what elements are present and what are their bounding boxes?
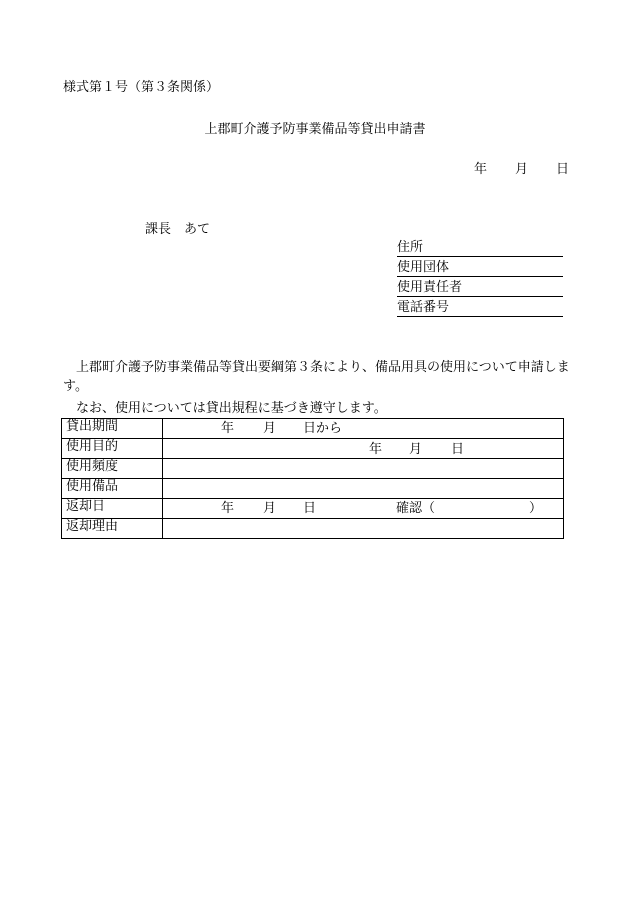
compliance-statement: なお、使用については貸出規程に基づき遵守します。 [76, 401, 387, 416]
table-row-equipment [62, 479, 564, 499]
return-reason-label: 返却理由 [62, 519, 163, 539]
return-day: 日 [303, 501, 317, 516]
applicant-phone-field[interactable] [397, 298, 563, 317]
return-date-label: 返却日 [62, 499, 163, 519]
form-number-label: 様式第１号（第３条関係） [63, 80, 220, 95]
applicant-block [397, 238, 563, 317]
purpose-value[interactable] [163, 439, 564, 459]
table-row-frequency [62, 459, 564, 479]
applicant-address-field[interactable] [397, 238, 563, 257]
table-row-loan-period [62, 419, 564, 439]
return-year: 年 [221, 501, 235, 516]
applicant-group-field[interactable] [397, 258, 563, 277]
applicant-responsible-label: 使用責任者 [397, 280, 463, 295]
return-reason-value[interactable] [163, 519, 564, 539]
applicant-phone-label: 電話番号 [397, 300, 450, 315]
application-statement: 上郡町介護予防事業備品等貸出要綱第３条により、備品用具の使用について申請します。 [63, 360, 570, 394]
equipment-value[interactable] [163, 479, 564, 499]
applicant-responsible-field[interactable] [397, 278, 563, 297]
loan-to-year: 年 [369, 442, 383, 457]
table-row-return-reason [62, 519, 564, 539]
applicant-group-label: 使用団体 [397, 260, 450, 275]
loan-period-label: 貸出期間 [62, 419, 163, 439]
loan-from-month: 月 [263, 421, 277, 436]
application-date [474, 162, 569, 178]
frequency-label: 使用頻度 [62, 459, 163, 479]
return-date-value[interactable] [163, 499, 564, 519]
date-year: 年 [474, 162, 488, 177]
date-month: 月 [515, 162, 529, 177]
table-row-purpose [62, 439, 564, 459]
loan-from-year: 年 [221, 421, 235, 436]
return-month: 月 [263, 501, 277, 516]
application-table [61, 418, 564, 539]
loan-to-month: 月 [409, 442, 423, 457]
loan-to-day: 日 [451, 442, 465, 457]
frequency-value[interactable] [163, 459, 564, 479]
document-title: 上郡町介護予防事業備品等貸出申請書 [204, 122, 426, 137]
table-row-return-date [62, 499, 564, 519]
addressee: 課長 あて [145, 222, 211, 237]
equipment-label: 使用備品 [62, 479, 163, 499]
loan-from-day: 日から [303, 421, 343, 436]
applicant-address-label: 住所 [397, 240, 424, 255]
confirm-label: 確認（ [396, 501, 436, 516]
loan-period-value[interactable] [163, 419, 564, 457]
date-day: 日 [556, 162, 570, 177]
confirm-close: ） [529, 501, 543, 516]
purpose-label: 使用目的 [62, 439, 163, 459]
